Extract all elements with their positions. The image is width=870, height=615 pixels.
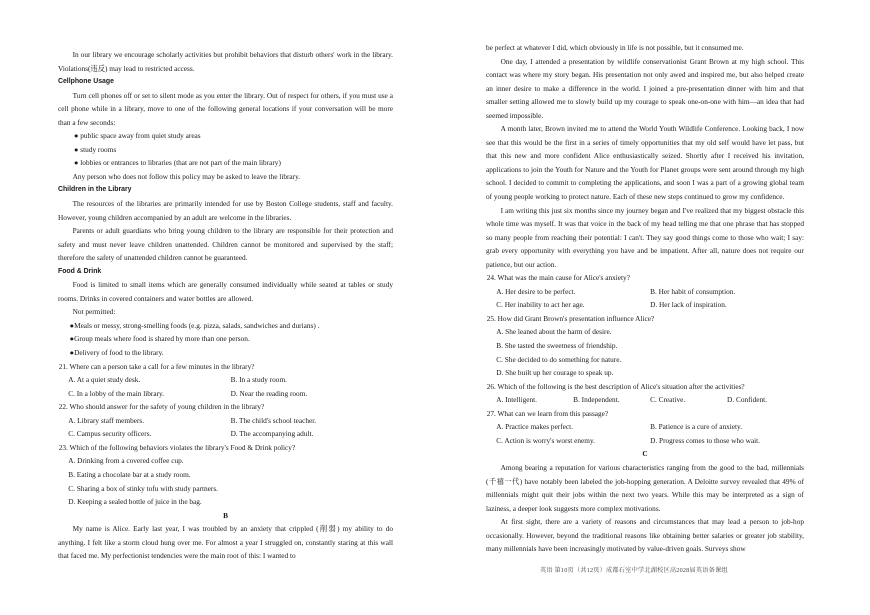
option-26c: C. Creative. — [650, 395, 686, 405]
children-paragraph-1: The resources of the libraries are primarily intended for use by Boston College students, staff and faculty. However, young children accompanied by an adult are welcome in the libraries. — [58, 199, 393, 222]
option-25a: A. She leaned about the harm of desire. — [496, 327, 612, 337]
cellphone-paragraph: Turn cell phones off or set to silent mode as you enter the library. Out of respect for others, if you must use a cell phone while in a library, move to one of the following general locations if your conversation will be more than a few seconds: — [58, 90, 393, 127]
option-21c: C. In a lobby of the main library. — [68, 388, 165, 398]
page-footer: 英语 第10页（共12页）成都石室中学北湖校区高2028届英语备课组 — [540, 567, 728, 574]
option-26a: A. Intelligent. — [496, 395, 537, 405]
option-23c: C. Sharing a box of stinky tofu with study partners. — [68, 483, 218, 493]
option-23b: B. Eating a chocolate bar at a study room. — [68, 469, 191, 479]
food-bullet: ●Delivery of food to the library. — [69, 348, 164, 358]
option-27b: B. Patience is a cure of anxiety. — [650, 422, 743, 432]
option-22c: C. Campus security officers. — [68, 429, 152, 439]
option-27a: A. Practice makes perfect. — [496, 422, 573, 432]
option-24c: C. Her inability to act her age. — [496, 300, 585, 310]
question-22: 22. Who should answer for the safety of young children in the library? — [58, 402, 265, 412]
right-column — [486, 41, 804, 556]
question-21-options-row — [58, 373, 393, 387]
option-22d: D. The accompanying adult. — [230, 429, 314, 439]
option-26d: D. Confident. — [727, 395, 767, 405]
question-24-options-row — [486, 298, 804, 312]
passage-b-paragraph-3: A month later, Brown invited me to attend the World Youth Wildlife Conference. Looking back, I now see that this would be the first in a series of timely opportunities that my old self would have let pass, but that this new and more confident Alice enthusiastically seized. Shortly after I received his invitation, applications to join the Youth for Nature and the Youth for Planet groups were sent around through my high school. I decided to commit to completing the applications, and soon I was a part of a growing global team of young people working to protect nature. Each of these new steps continued to grow my confidence. — [486, 124, 804, 202]
option-23a: A. Drinking from a covered coffee cup. — [68, 456, 184, 466]
question-22-options-row — [58, 414, 393, 428]
option-21b: B. In a study room. — [230, 375, 287, 385]
question-27-options-row — [486, 420, 804, 434]
option-24b: B. Her habit of consumption. — [650, 286, 736, 296]
option-27c: C. Action is worry's worst enemy. — [496, 435, 595, 445]
passage-c-paragraph-1: Among bearing a reputation for various characteristics ranging from the good to the bad, millennials (千禧一代) have notably been labeled the job-hopping generation. A Deloitte survey revealed that 49% of millennials might quit their jobs within the next two years. While this may be interpreted as a sign of laziness, a deeper look suggests more complex motivations. — [486, 462, 804, 513]
option-26b: B. Independent. — [573, 395, 620, 405]
option-24d: D. Her lack of inspiration. — [650, 300, 727, 310]
cellphone-bullet: ● lobbies or entrances to libraries (that are not part of the main library) — [74, 158, 281, 168]
option-22a: A. Library staff members. — [68, 415, 145, 425]
question-23: 23. Which of the following behaviors violates the library's Food & Drink policy? — [58, 442, 296, 452]
food-heading: Food & Drink — [58, 267, 102, 275]
section-b-heading: B — [223, 510, 228, 520]
option-25d: D. She built up her courage to speak up. — [496, 368, 614, 378]
option-22b: B. The child's school teacher. — [230, 415, 317, 425]
question-26: 26. Which of the following is the best description of Alice's situation after the activities? — [486, 381, 745, 391]
food-paragraph: Food is limited to small items which are generally consumed individually while seated at tables or study rooms. Drinks in covered containers and water bottles are allowed. — [58, 280, 393, 303]
cellphone-bullet: ● study rooms — [74, 144, 117, 154]
question-27: 27. What can we learn from this passage? — [486, 408, 609, 418]
option-21d: D. Near the reading room. — [230, 388, 308, 398]
intro-paragraph: In our library we encourage scholarly activities but prohibit behaviors that disturb others' work in the library. Violations(违反) may lead to restricted access. — [58, 50, 393, 73]
question-27-options-row — [486, 434, 804, 448]
passage-b-continuation: be perfect at whatever I did, which obviously in life is not possible, but it consumed me. — [486, 43, 744, 52]
left-column — [58, 48, 393, 563]
option-23d: D. Keeping a sealed bottle of juice in the bag. — [68, 497, 202, 507]
option-24a: A. Her desire to be perfect. — [496, 286, 576, 296]
cellphone-bullet: ● public space away from quiet study areas — [74, 131, 201, 141]
option-25c: C. She decided to do something for nature. — [496, 354, 622, 364]
cellphone-heading: Cellphone Usage — [58, 78, 114, 86]
children-paragraph-2: Parents or adult guardians who bring young children to the library are responsible for their protection and safety and must never leave children unattended. Children cannot be monitored and supervised by the staff; therefore the safety of unattended children cannot be guaranteed. — [58, 226, 393, 263]
question-24: 24. What was the main cause for Alice's anxiety? — [486, 273, 630, 283]
question-21: 21. Where can a person take a call for a few minutes in the library? — [58, 361, 255, 371]
passage-c-paragraph-2: At first sight, there are a variety of reasons and circumstances that may lead a person to job-hop occasionally. However, beyond the traditional reasons like obtaining better salaries or greater job stability, many millennials have been increasingly motivated by value-driven goals. Surveys show — [486, 517, 804, 554]
not-permitted-label: Not permitted: — [72, 307, 116, 317]
question-22-options-row — [58, 427, 393, 441]
cellphone-note: Any person who does not follow this policy may be asked to leave the library. — [72, 171, 301, 181]
food-bullet: ●Meals or messy, strong-smelling foods (e.g. pizza, salads, sandwiches and durians) . — [69, 320, 320, 330]
children-heading: Children in the Library — [58, 186, 132, 194]
section-c-heading: C — [642, 449, 648, 459]
food-bullet: ●Group meals where food is shared by more than one person. — [69, 334, 250, 344]
passage-b-paragraph-1: My name is Alice. Early last year, I was troubled by an anxiety that crippled (削弱) my ability to do anything. I felt like a storm cloud hung over me. For almost a year I struggled on, constantly staring at this wall that faced me. My perfectionist tendencies were the main root of this: I wanted to — [58, 524, 393, 561]
option-25b: B. She tasted the sweetness of friendship. — [496, 341, 618, 351]
passage-b-paragraph-2: One day, I attended a presentation by wildlife conservationist Grant Brown at my high school. This contact was where my story began. His presentation not only awed and inspired me, but also helped create an inner desire to make a difference in the world. I joined a pre-presentation dinner with him and that smaller setting allowed me to slowly build up my courage to speak one-on-one with him—an idea that had seemed impossible. — [486, 56, 804, 120]
question-21-options-row — [58, 387, 393, 401]
passage-b-paragraph-4: I am writing this just six months since my journey began and I've realized that my biggest obstacle this whole time was myself. It was that voice in the back of my head telling me that one phrase that has stopped so many people from reaching their potential: I can't. They say good things come to those who wait; I say: grab every opportunity with everything you have and be impatient. After all, nature does not require our patience, but our action. — [486, 205, 804, 269]
question-24-options-row — [486, 285, 804, 299]
option-21a: A. At a quiet study desk. — [68, 375, 141, 385]
question-26-options-row — [486, 393, 804, 407]
option-27d: D. Progress comes to those who wait. — [650, 435, 760, 445]
question-25: 25. How did Grant Brown's presentation influence Alice? — [486, 313, 655, 323]
